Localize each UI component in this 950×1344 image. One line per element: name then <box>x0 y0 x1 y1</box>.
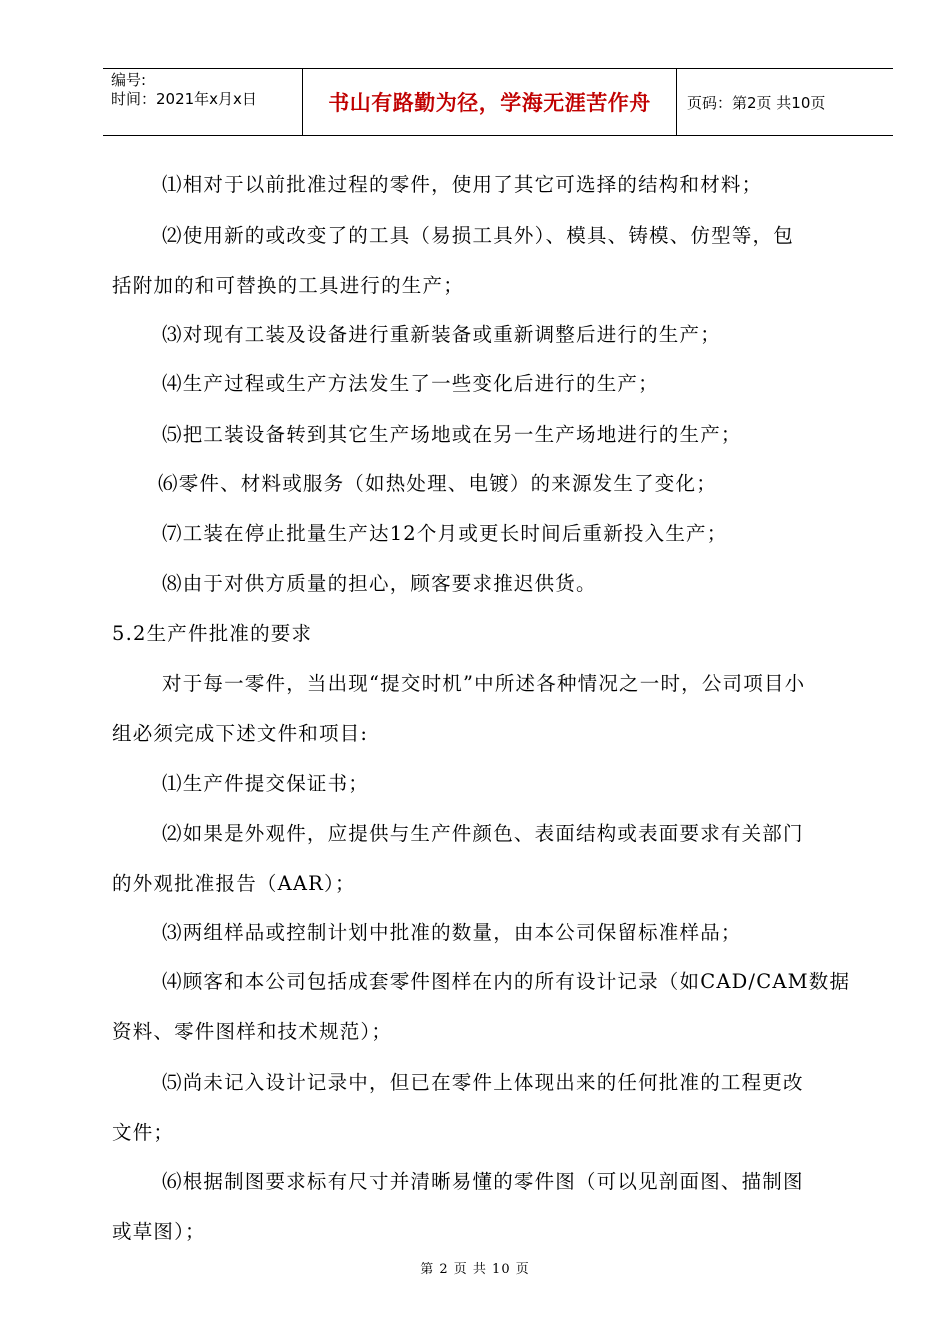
page-footer: 第 2 页 共 10 页 <box>420 1262 530 1277</box>
requirement-line-5-cont: 文件； <box>112 1121 175 1144</box>
requirement-line-1: ⑴生产件提交保证书； <box>162 772 370 795</box>
clause-line-2-cont: 括附加的和可替换的工具进行的生产； <box>112 274 464 297</box>
requirement-line-2-cont: 的外观批准报告（AAR）； <box>112 872 356 895</box>
header-page-number: 页码：第2页 共10页 <box>687 93 826 112</box>
clause-line-7: ⑺工装在停止批量生产达12个月或更长时间后重新投入生产； <box>162 522 728 545</box>
requirement-line-5: ⑸尚未记入设计记录中，但已在零件上体现出来的任何批准的工程更改 <box>162 1071 804 1094</box>
requirement-line-3: ⑶两组样品或控制计划中批准的数量，由本公司保留标准样品； <box>162 921 742 944</box>
paragraph-line-2: 组必须完成下述文件和项目: <box>112 722 369 745</box>
requirement-line-6: ⑹根据制图要求标有尺寸并清晰易懂的零件图（可以见剖面图、描制图 <box>162 1170 804 1193</box>
clause-line-5: ⑸把工装设备转到其它生产场地或在另一生产场地进行的生产； <box>162 423 742 446</box>
requirement-line-4-cont: 资料、零件图样和技术规范）； <box>112 1020 393 1043</box>
clause-line-1: ⑴相对于以前批准过程的零件，使用了其它可选择的结构和材料； <box>162 173 763 196</box>
clause-line-6: ⑹零件、材料或服务（如热处理、电镀）的来源发生了变化； <box>158 472 717 495</box>
header-motto-cell <box>303 69 677 135</box>
requirement-line-6-cont: 或草图）； <box>112 1220 206 1243</box>
header-meta-cell <box>103 69 303 135</box>
clause-line-3: ⑶对现有工装及设备进行重新装备或重新调整后进行的生产； <box>162 323 721 346</box>
requirement-line-2: ⑵如果是外观件，应提供与生产件颜色、表面结构或表面要求有关部门 <box>162 822 804 845</box>
document-number-label: 编号: <box>111 71 147 89</box>
section-heading: 5.2生产件批准的要求 <box>112 622 313 645</box>
paragraph-line-1: 对于每一零件，当出现“提交时机”中所述各种情况之一时，公司项目小 <box>162 672 806 695</box>
clause-line-4: ⑷生产过程或生产方法发生了一些变化后进行的生产； <box>162 372 659 395</box>
header-motto: 书山有路勤为径，学海无涯苦作舟 <box>328 91 651 115</box>
header-page-cell <box>677 69 893 135</box>
clause-line-2: ⑵使用新的或改变了的工具（易损工具外）、模具、铸模、仿型等，包 <box>162 224 794 247</box>
requirement-line-4: ⑷顾客和本公司包括成套零件图样在内的所有设计记录（如CAD/CAM数据 <box>162 970 851 993</box>
document-time-label: 时间：2021年x月x日 <box>111 90 257 108</box>
clause-line-8: ⑻由于对供方质量的担心，顾客要求推迟供货。 <box>162 572 597 595</box>
page-header <box>103 68 893 136</box>
